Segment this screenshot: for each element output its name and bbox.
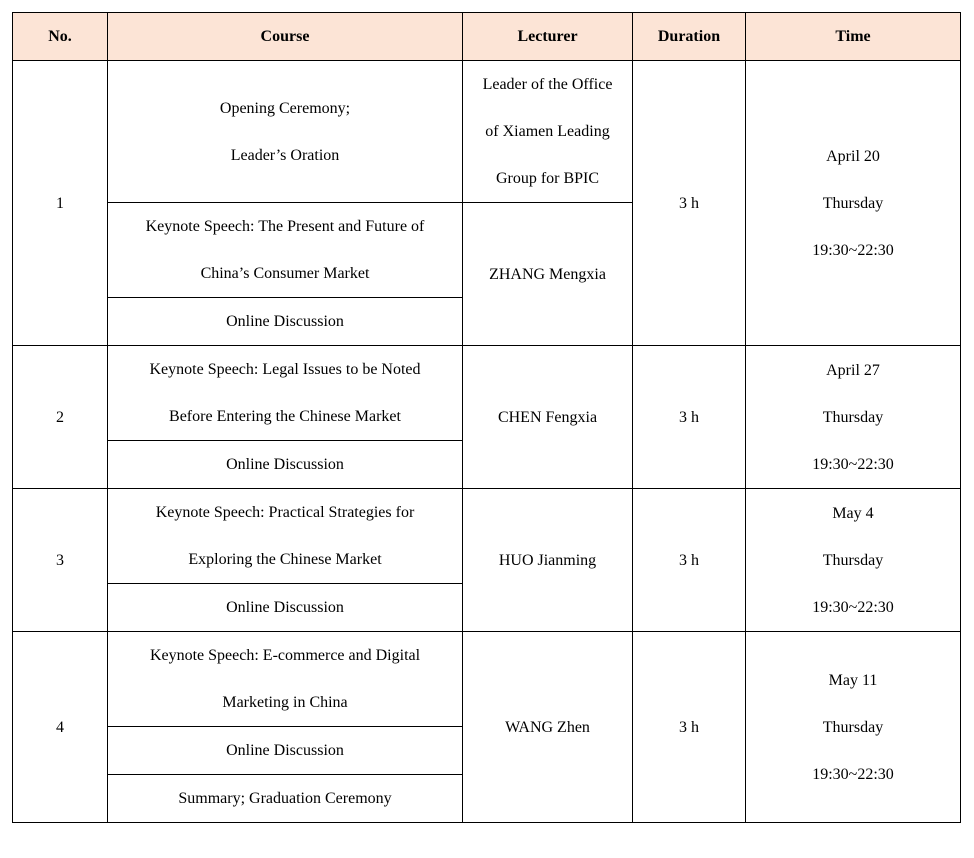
duration-cell: 3 h [633,632,746,823]
time-range: 19:30~22:30 [812,455,894,473]
time-date: May 4 [832,504,874,522]
course-cell [108,61,463,203]
course-cell [108,346,463,441]
course-cell: Summary; Graduation Ceremony [108,775,463,823]
lecturer-line: Leader of the Office [482,76,613,93]
course-line: Keynote Speech: Legal Issues to be Noted [149,361,421,378]
course-cell: Online Discussion [108,441,463,489]
time-cell [746,632,961,823]
header-no: No. [13,13,108,61]
course-cell: Online Discussion [108,584,463,632]
header-time: Time [746,13,961,61]
course-line: Keynote Speech: Practical Strategies for [155,504,415,521]
table-row [13,346,961,441]
time-cell [746,489,961,632]
header-lecturer: Lecturer [463,13,633,61]
table-row [13,632,961,727]
course-line: Exploring the Chinese Market [188,551,382,568]
lecturer-cell: ZHANG Mengxia [463,203,633,346]
session-number: 1 [13,61,108,346]
table-header [13,13,961,61]
course-line: Keynote Speech: The Present and Future of [145,218,425,235]
time-range: 19:30~22:30 [812,765,894,783]
lecturer-cell [463,61,633,203]
table-row [13,489,961,584]
course-cell: Online Discussion [108,298,463,346]
time-date: April 27 [826,361,880,379]
duration-cell: 3 h [633,61,746,346]
header-course: Course [108,13,463,61]
course-line: Keynote Speech: E-commerce and Digital [149,647,421,664]
time-range: 19:30~22:30 [812,241,894,259]
time-date: April 20 [826,147,880,165]
course-line: China’s Consumer Market [200,265,370,282]
session-number: 4 [13,632,108,823]
duration-cell: 3 h [633,346,746,489]
time-cell [746,61,961,346]
lecturer-cell: CHEN Fengxia [463,346,633,489]
time-weekday: Thursday [822,718,884,736]
course-cell [108,489,463,584]
lecturer-line: of Xiamen Leading [485,123,610,140]
header-row [13,13,961,61]
lecturer-cell: HUO Jianming [463,489,633,632]
time-date: May 11 [828,671,878,689]
lecturer-cell: WANG Zhen [463,632,633,823]
time-weekday: Thursday [822,194,884,212]
duration-cell: 3 h [633,489,746,632]
time-cell [746,346,961,489]
time-weekday: Thursday [822,408,884,426]
header-duration: Duration [633,13,746,61]
time-weekday: Thursday [822,551,884,569]
course-cell [108,203,463,298]
time-range: 19:30~22:30 [812,598,894,616]
course-schedule-table [12,12,961,823]
table-row [13,61,961,203]
session-number: 3 [13,489,108,632]
course-line: Leader’s Oration [230,146,340,164]
course-line: Before Entering the Chinese Market [169,408,401,425]
course-line: Opening Ceremony; [219,99,351,117]
course-cell: Online Discussion [108,727,463,775]
table-body [13,61,961,823]
lecturer-line: Group for BPIC [495,170,600,187]
course-line: Marketing in China [222,694,348,711]
session-number: 2 [13,346,108,489]
course-cell [108,632,463,727]
